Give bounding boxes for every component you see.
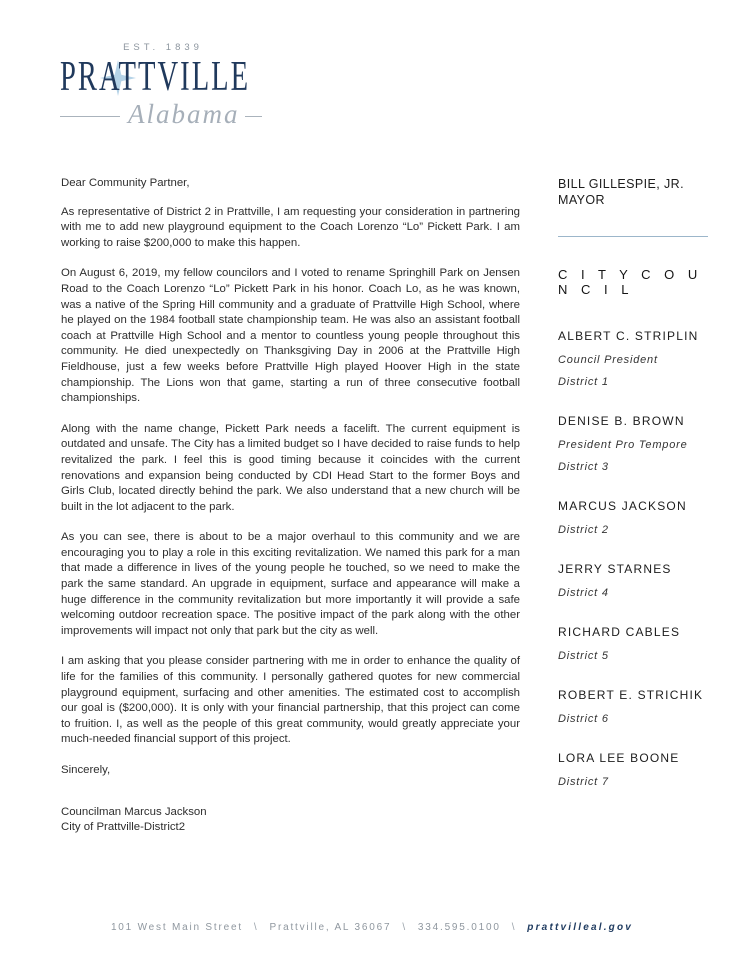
member-district: District 6: [558, 713, 609, 725]
prattville-logo: [60, 42, 272, 132]
council-member: [558, 499, 710, 536]
signature-space: [61, 779, 520, 805]
member-title: Council President: [558, 354, 658, 366]
footer-separator: \: [511, 922, 517, 933]
member-district: District 5: [558, 650, 609, 662]
mayor-title: MAYOR: [558, 193, 605, 207]
council-member: [558, 688, 710, 725]
council-member: [558, 625, 710, 662]
letter-body: [61, 176, 520, 836]
footer-phone: 334.595.0100: [417, 922, 501, 933]
council-member: [558, 751, 710, 788]
member-district: District 2: [558, 524, 609, 536]
member-name: ROBERT E. STRICHIK: [558, 688, 704, 702]
footer: [0, 922, 744, 933]
member-name: RICHARD CABLES: [558, 625, 681, 639]
logo-city-name: [60, 56, 272, 100]
logo-established-text: EST. 1839: [123, 42, 203, 53]
city-officials-sidebar: [558, 176, 710, 814]
council-member: [558, 329, 710, 388]
sidebar-divider-line: [558, 236, 708, 237]
member-name: JERRY STARNES: [558, 562, 672, 576]
member-district: District 3: [558, 461, 609, 473]
logo-city-text: PRATTVILLE: [60, 54, 251, 100]
member-name: DENISE B. BROWN: [558, 414, 685, 428]
member-district: District 7: [558, 776, 609, 788]
council-member: [558, 414, 710, 473]
signature-name: Councilman Marcus Jackson: [61, 805, 207, 818]
member-title: President Pro Tempore: [558, 439, 688, 451]
footer-separator: \: [402, 922, 407, 933]
right-rule-line: [245, 116, 262, 117]
left-rule-line: [60, 116, 120, 117]
letter-paragraph-2: On August 6, 2019, my fellow councilors and I voted to rename Springhill Park on Jensen Road to the Coach Lorenzo “Lo” Pickett Park in his honor. Coach Lo, as he was known, was a native of the Spring Hill community and a graduate of Prattville High School, where he played on the 1984 football state championship team. He was also an assistant football coach at Prattville High School and a mentor to countless young people throughout this community. He died unexpectedly on Thanksgiving Day in 2006 at the Prattville High Fieldhouse, just a few weeks before Prattville High played Hoover High in the state championship. The Lions won that game, starting a run of three consecutive football championships.: [61, 267, 520, 405]
member-name: LORA LEE BOONE: [558, 751, 680, 765]
member-name: MARCUS JACKSON: [558, 499, 687, 513]
letter-paragraph-4: As you can see, there is about to be a major overhaul to this community and we are encouraging you to play a role in this exciting revitalization. We named this park for a man that made a difference in lives of the young people he touched, so we need to make the park the same standard. An upgrade in equipment, surface and appearance will make a huge difference in the community revitalization but more importantly it will provide a safe welcoming outdoor recreation space. The positive impact of the park along with the other improvements will impact not only that park but the city as well.: [61, 531, 520, 637]
letter-paragraph-3: Along with the name change, Pickett Park needs a facelift. The current equipment is outdated and unsafe. The City has a limited budget so I have decided to raise funds to help revitalized the park. I feel this is good timing because it coincides with the current renovations and expansion being conducted by CDI Head Start to the former Boys and Girls Club, located directly behind the park. We also understand that a new church will be built in the lot adjacent to the park.: [61, 422, 520, 513]
footer-website: prattvilleal.gov: [527, 922, 634, 933]
footer-city-state-zip: Prattville, AL 36067: [269, 922, 392, 933]
closing: Sincerely,: [61, 764, 111, 776]
footer-address: 101 West Main Street: [110, 922, 243, 933]
salutation: Dear Community Partner,: [61, 177, 190, 189]
logo-state-row: [60, 100, 260, 132]
footer-separator: \: [253, 922, 259, 933]
member-district: District 4: [558, 587, 609, 599]
member-name: ALBERT C. STRIPLIN: [558, 329, 699, 343]
mayor-name: BILL GILLESPIE, JR.: [558, 177, 684, 191]
council-members-list: [558, 329, 710, 788]
council-heading: C I T Y C O U N C I L: [558, 267, 703, 297]
signature-title: City of Prattville-District2: [61, 821, 186, 834]
logo-state-name: Alabama: [128, 99, 240, 129]
letter-paragraph-5: I am asking that you please consider partnering with me in order to enhance the quality of life for the families of this community. I personally gathered quotes for new commercial playground equipment, surfacing and other amenities. The estimated cost to accomplish our goal is ($200,000). It is only with your financial partnership, that this project can come to fruition. I, as well as the people of this great community, would greatly appreciate your much-needed financial support of this project.: [61, 655, 520, 746]
council-member: [558, 562, 710, 599]
member-district: District 1: [558, 376, 609, 388]
letter-paragraph-1: As representative of District 2 in Prattville, I am requesting your consideration in partnering with me to add new playground equipment to the Coach Lorenzo “Lo” Pickett Park. I am working to raise $200,000 to make this happen.: [61, 205, 520, 249]
